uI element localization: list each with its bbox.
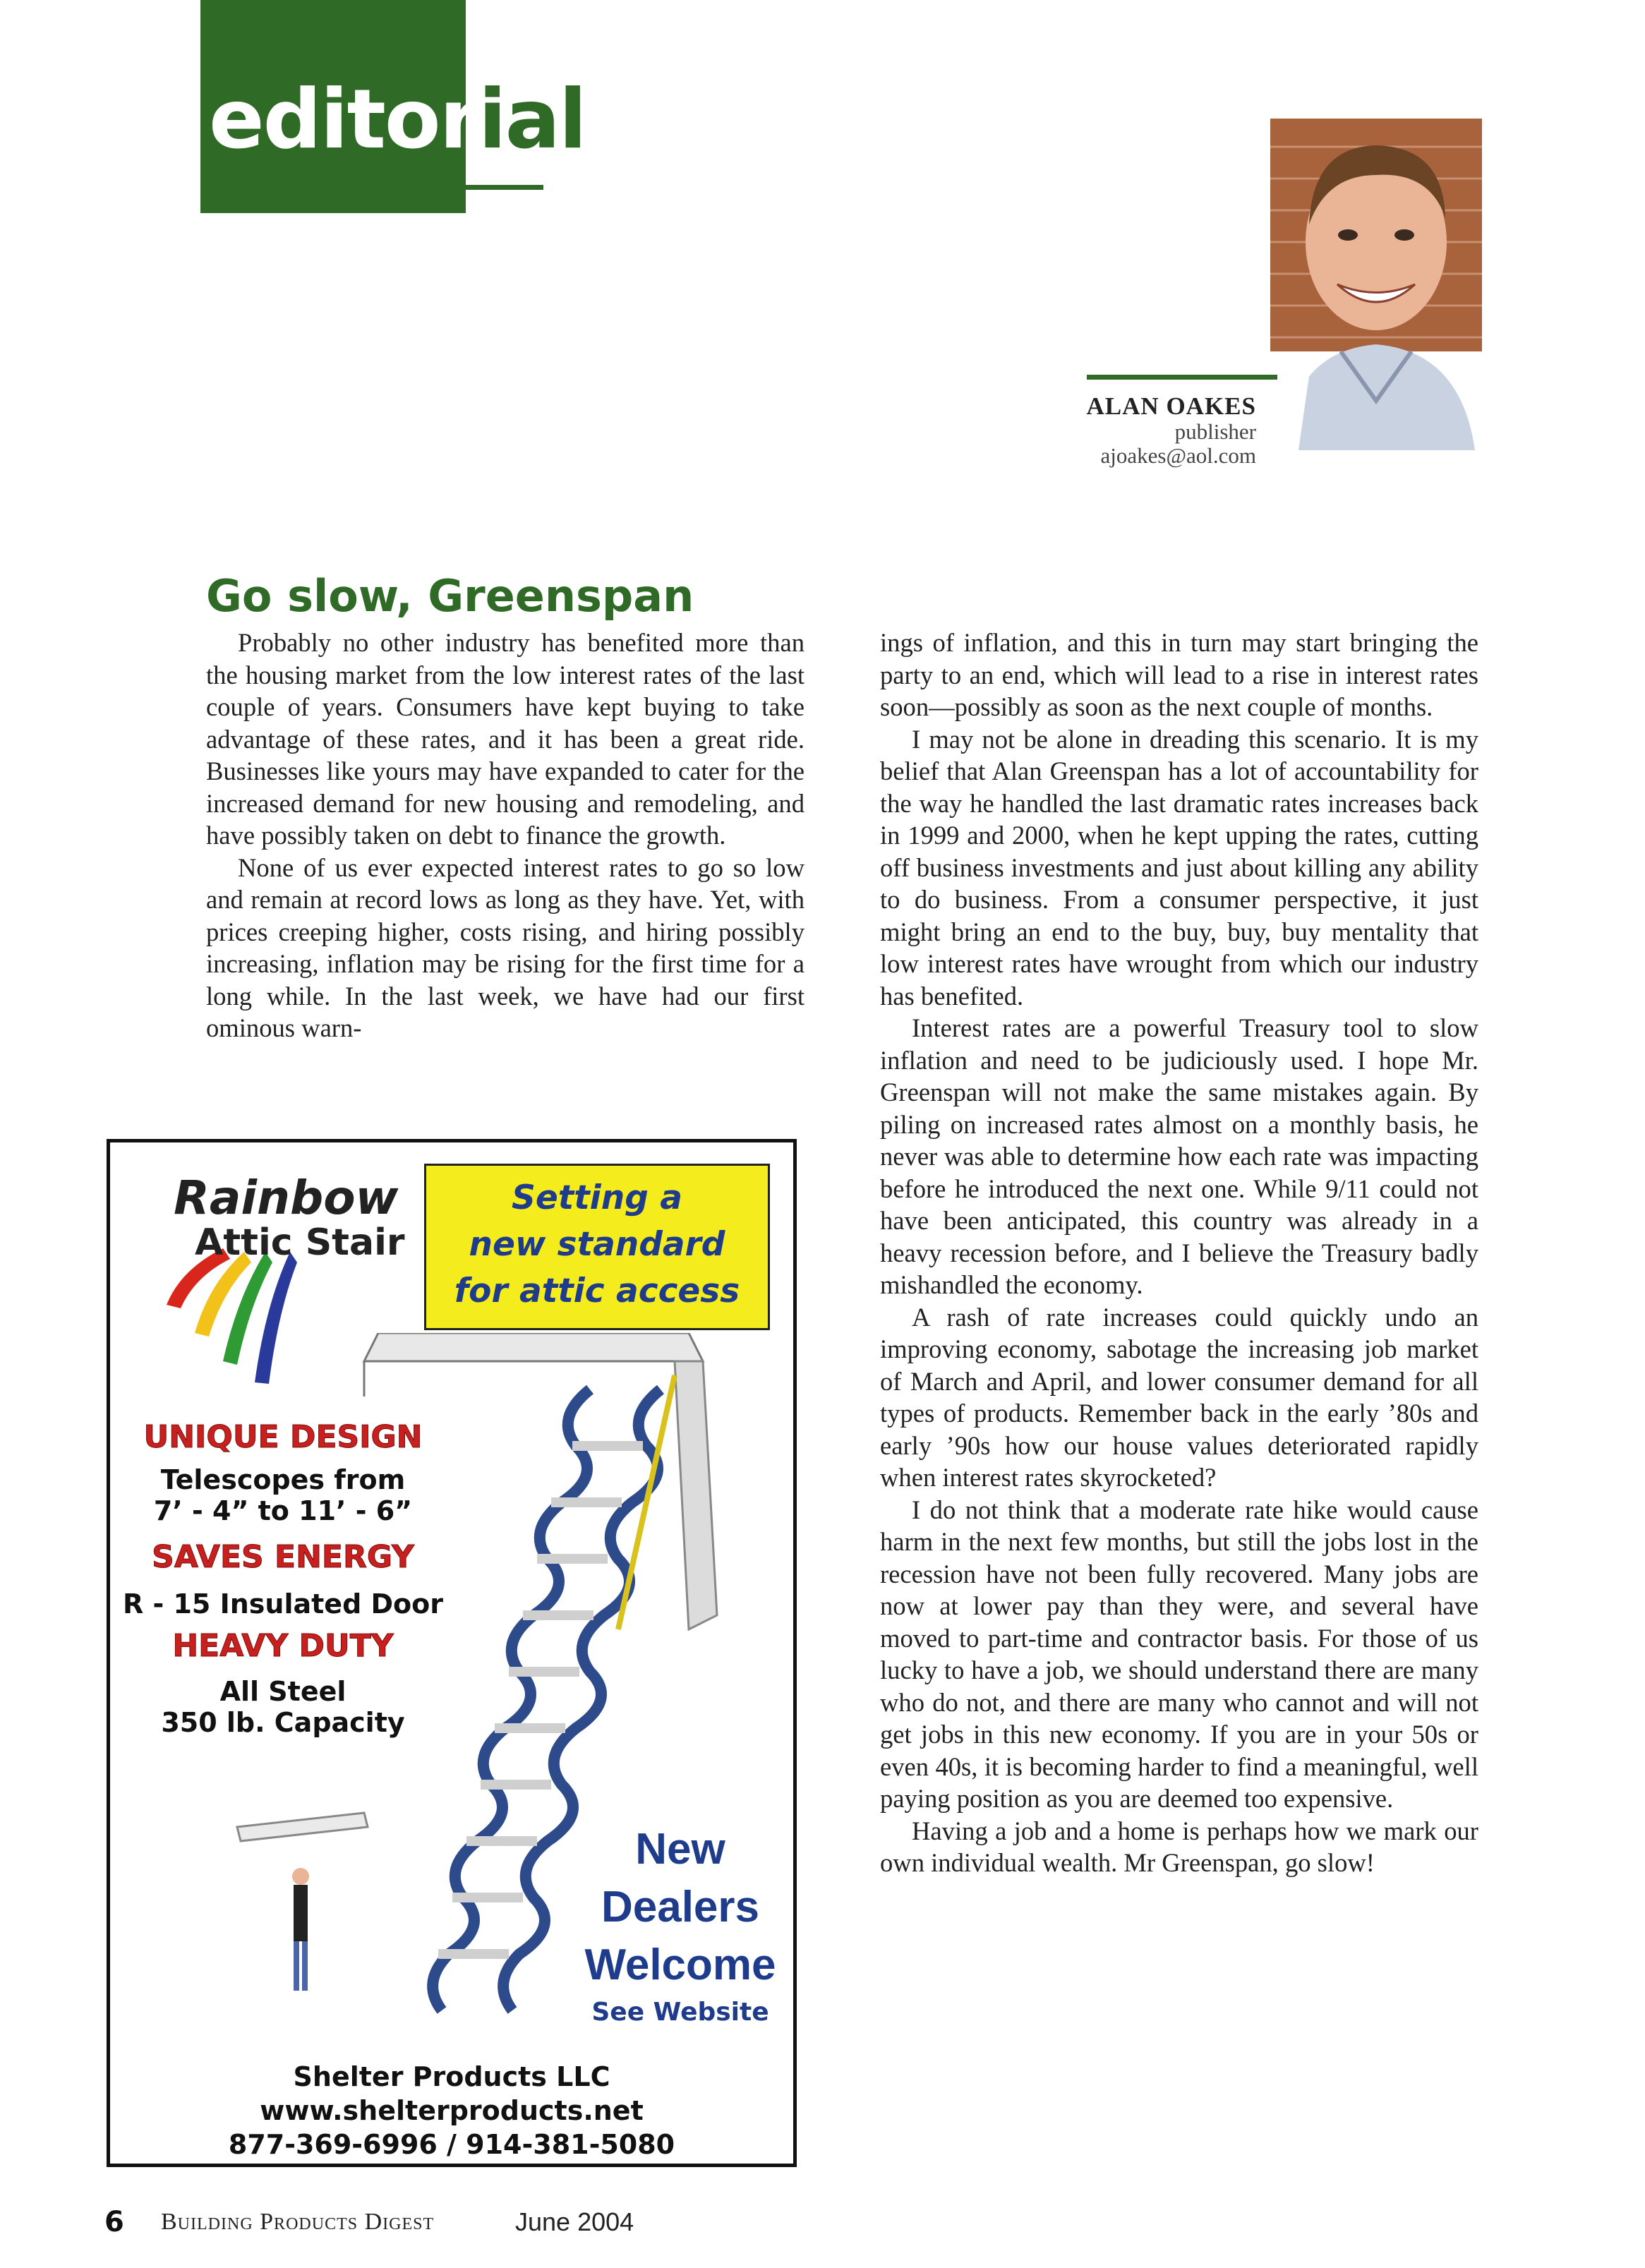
slogan-line: for attic access bbox=[454, 1272, 740, 1310]
company-name: Shelter Products LLC bbox=[293, 2061, 610, 2092]
company-website: www.shelterproducts.net bbox=[260, 2095, 644, 2126]
paragraph: Interest rates are a powerful Treasury tool to slow inflation and need to be judiciously used. I hope Mr. Greenspan will not make the same mistakes again. By piling on increased rates almost on a monthly basis, he never was able to determine how each rate was impacting before he introduced the next one. While 9/11 could not have been anticipated, this country was already in a heavy recession before, and I believe the Treasury badly mishandled the economy. bbox=[880, 1013, 1478, 1299]
feature-text: All Steel bbox=[219, 1676, 347, 1707]
slogan-box bbox=[424, 1164, 770, 1330]
author-role: publisher bbox=[1174, 419, 1256, 444]
section-underline bbox=[271, 185, 543, 190]
brand-name: Rainbow bbox=[174, 1171, 399, 1225]
publication-name: Building Products Digest bbox=[161, 2209, 435, 2235]
paragraph: Probably no other industry has benefited more than the housing market from the low interest rates of the last couple of years. Consumers have kept buying to take advantage of these rates, and it has been a great ride. Businesses like yours may have expanded to cater for the increased demand for new housing and remodeling, and have possibly taken on debt to finance the growth. bbox=[206, 628, 805, 850]
author-rule bbox=[1087, 375, 1277, 380]
author-email: ajoakes@aol.com bbox=[1100, 443, 1256, 468]
paragraph: I do not think that a moderate rate hike would cause harm in the next few months, but still the jobs lost in the recession have not been fully recovered. Many jobs are now at lower pay than they were, and several have moved to part-time and contractor basis. For those of us lucky to have a job, we should understand there are many who do not, and there are many who cannot and will not get jobs in this new economy. If you are in your 50s or even 40s, it is becoming harder to find a meaningful, well paying position as you are deemed too expensive. bbox=[880, 1495, 1478, 1813]
slogan-line: Setting a bbox=[512, 1178, 682, 1217]
paragraph: I may not be alone in dreading this scenario. It is my belief that Alan Greenspan has a lot of accountability for the way he handled the last dramatic rates increases back in 1999 and 2000, when he kept upping the rates, cutting off business investments and just about killing any ability to do business. From a consumer perspective, it just might bring an end to the buy, buy, buy mentality that low interest rates have wrought from which our industry has benefited. bbox=[880, 724, 1478, 1011]
article-headline: Go slow, Greenspan bbox=[206, 570, 694, 622]
brand-subname: Attic Stair bbox=[195, 1222, 405, 1264]
paragraph: Having a job and a home is perhaps how we mark our own individual wealth. Mr Greenspan, go slow! bbox=[880, 1816, 1478, 1877]
feature-text: 7’ - 4” to 11’ - 6” bbox=[153, 1495, 413, 1526]
feature-text: R - 15 Insulated Door bbox=[123, 1588, 443, 1619]
section-label-tail: ial bbox=[478, 72, 586, 167]
article-column-2 bbox=[880, 627, 1478, 1879]
feature-title-energy: SAVES ENERGY bbox=[152, 1539, 414, 1575]
advertisement bbox=[107, 1139, 797, 2167]
company-phones: 877-369-6996 / 914-381-5080 bbox=[228, 2129, 675, 2160]
welcome-line: Welcome bbox=[584, 1941, 776, 1989]
article-column-1 bbox=[206, 627, 805, 1044]
author-photo bbox=[1270, 119, 1482, 450]
welcome-line: New bbox=[635, 1825, 725, 1874]
page-number: 6 bbox=[104, 2206, 124, 2238]
section-label-main: editor bbox=[209, 72, 478, 167]
author-name: ALAN OAKES bbox=[1086, 392, 1256, 420]
issue-date: June 2004 bbox=[515, 2207, 634, 2236]
slogan-line: new standard bbox=[469, 1225, 725, 1264]
see-website-text: See Website bbox=[591, 1998, 769, 2027]
paragraph: None of us ever expected interest rates to go so low and remain at record lows as long as they have. Yet, with prices creeping higher, costs rising, and hiring possibly increasing, inflation may be rising for the first time for a long while. In the last week, we have had our first ominous warn- bbox=[206, 852, 805, 1042]
paragraph: ings of inflation, and this in turn may start bringing the party to an end, which will lead to a rise in interest rates soon—possibly as soon as the next couple of months. bbox=[880, 628, 1478, 721]
welcome-line: Dealers bbox=[601, 1883, 760, 1931]
feature-title-design: UNIQUE DESIGN bbox=[143, 1419, 423, 1455]
paragraph: A rash of rate increases could quickly undo an improving economy, sabotage the increasing job market of March and April, and lower consumer demand for all types of products. Remember back in the early ’80s and early ’90s how our house values deteriorated rapidly when interest rates skyrocketed? bbox=[880, 1302, 1478, 1492]
feature-text: 350 lb. Capacity bbox=[161, 1707, 405, 1738]
section-label bbox=[209, 72, 586, 167]
feature-text: Telescopes from bbox=[160, 1464, 406, 1495]
feature-title-duty: HEAVY DUTY bbox=[172, 1628, 394, 1664]
